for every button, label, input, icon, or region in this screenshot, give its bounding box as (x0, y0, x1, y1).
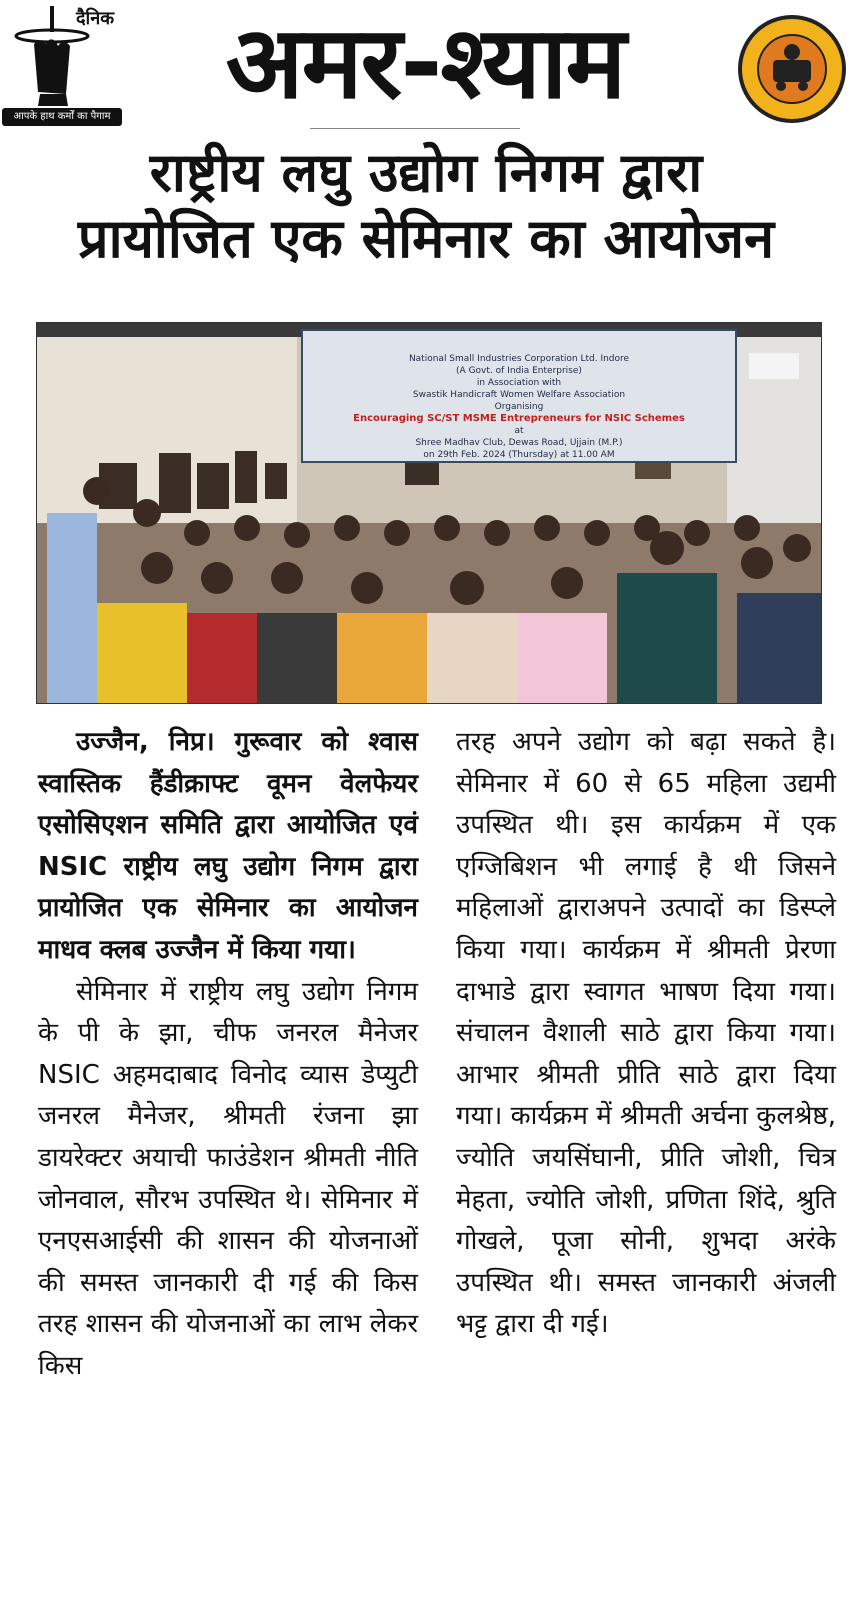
banner-line: Shree Madhav Club, Dewas Road, Ujjain (M.P.) (415, 438, 623, 448)
headline-line-1: राष्ट्रीय लघु उद्योग निगम द्वारा (149, 141, 703, 204)
banner-line: (A Govt. of India Enterprise) (456, 366, 582, 376)
article-paragraph: तरह अपने उद्योग को बढ़ा सकते है। सेमिनार में 60 से 65 महिला उद्यमी उपस्थित थी। इस कार्यक्रम में एक एग्जिबिशन भी लगाई है थी जिसने महिलाओं द्वाराअपने उत्पादों का डिस्प्ले किया गया। कार्यक्रम में श्रीमती प्रेरणा दाभाडे द्वारा स्वागत भाषण दिया गया। संचालन वैशाली साठे द्वारा किया गया। आभार श्रीमती प्रीति साठे द्वारा दिया गया। कार्यक्रम में श्रीमती अर्चना कुलश्रेष्ठ, ज्योति जयसिंघानी, प्रीति जोशी, चित्र मेहता, ज्योति जोशी, प्रणिता शिंदे, श्रुति गोखले, पूजा सोनी, शुभदा अरंके उपस्थित थी। समस्त जानकारी अंजली भट्ट द्वारा दी गई। (456, 727, 836, 1340)
newspaper-title: अमर-श्याम (225, 4, 625, 121)
headline (30, 140, 822, 272)
banner-line: on 29th Feb. 2024 (Thursday) at 11.00 AM (423, 450, 615, 460)
article-lead-paragraph: उज्जैन, निप्र। गुरूवार को श्वास स्वास्तिक हैंडीक्राफ्ट वूमन वेलफेयर एसोसिएशन समिति द्वारा आयोजित एवं NSIC राष्ट्रीय लघु उद्योग निगम द्वारा प्रायोजित एक सेमिनार का आयोजन माधव क्लब उज्जैन में किया गया। (38, 727, 418, 965)
article-column-left (38, 722, 418, 1388)
express-badge-logo (737, 14, 847, 124)
banner-line: at (514, 426, 524, 436)
dainik-label: दैनिक (76, 8, 115, 29)
article-paragraph: सेमिनार में राष्ट्रीय लघु उद्योग निगम के पी के झा, चीफ जनरल मैनेजर NSIC अहमदाबाद विनोद व्यास डेप्युटी जनरल मैनेजर, श्रीमती रंजना झा डायरेक्टर अयाची फाउंडेशन श्रीमती नीति जोनवाल, सौरभ उपस्थित थे। सेमिनार में एनएसआईसी की शासन की योजनाओं की समस्त जानकारी दी गई की किस तरह शासन की योजनाओं का लाभ लेकर किस (38, 976, 418, 1381)
masthead-rule (310, 128, 520, 129)
masthead-tagline: आपके हाथ कर्मों का पैगाम (2, 108, 122, 126)
banner-line: National Small Industries Corporation Ltd. Indore (408, 354, 630, 364)
seminar-group-photo (36, 322, 822, 704)
banner-line: in Association with (476, 378, 562, 388)
banner-line: Organising (494, 402, 544, 412)
event-banner (301, 329, 737, 463)
banner-event-title: Encouraging SC/ST MSME Entrepreneurs for NSIC Schemes (353, 413, 685, 424)
headline-line-2: प्रायोजित एक सेमिनार का आयोजन (77, 207, 775, 270)
banner-line: Swastik Handicraft Women Welfare Association (412, 390, 626, 400)
article-column-right (456, 722, 836, 1346)
masthead (0, 0, 852, 130)
